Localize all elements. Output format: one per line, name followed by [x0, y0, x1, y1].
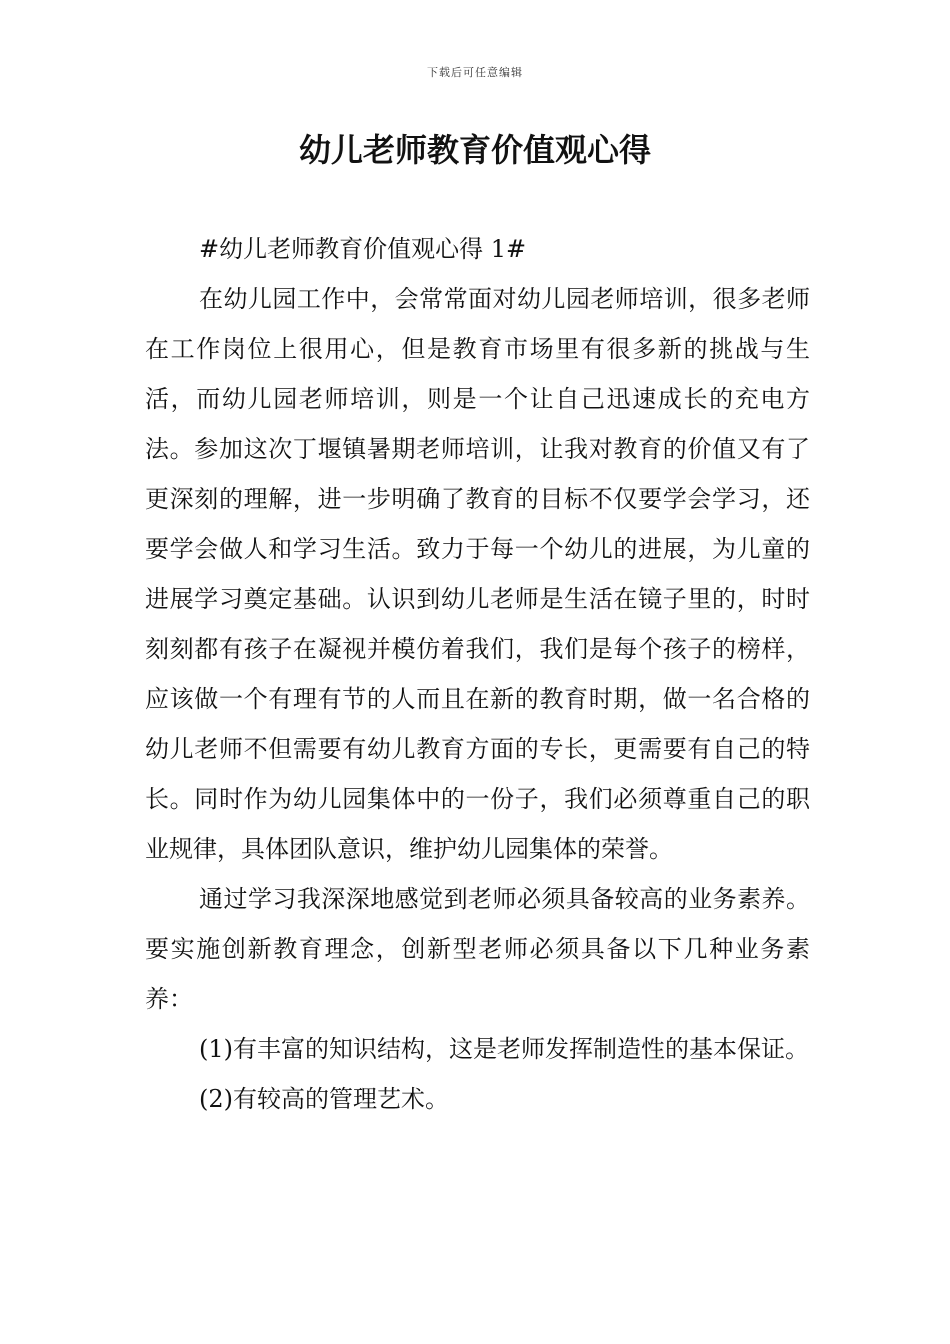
header-note: 下载后可任意编辑	[427, 66, 523, 79]
list-item-1: (1)有丰富的知识结构，这是老师发挥制造性的基本保证。	[199, 1035, 809, 1063]
list-item-2: (2)有较高的管理艺术。	[199, 1085, 449, 1113]
document-body	[145, 224, 810, 1124]
section-heading: #幼儿老师教育价值观心得 1#	[199, 235, 527, 263]
paragraph-2: 通过学习我深深地感觉到老师必须具备较高的业务素养。要实施创新教育理念，创新型老师必须具备以下几种业务素养：	[145, 885, 810, 1013]
paragraph-1: 在幼儿园工作中，会常常面对幼儿园老师培训，很多老师在工作岗位上很用心，但是教育市场里有很多新的挑战与生活，而幼儿园老师培训，则是一个让自己迅速成长的充电方法。参加这次丁堰镇暑期老师培训，让我对教育的价值又有了更深刻的理解，进一步明确了教育的目标不仅要学会学习，还要学会做人和学习生活。致力于每一个幼儿的进展，为儿童的进展学习奠定基础。认识到幼儿老师是生活在镜子里的，时时刻刻都有孩子在凝视并模仿着我们，我们是每个孩子的榜样，应该做一个有理有节的人而且在新的教育时期，做一名合格的幼儿老师不但需要有幼儿教育方面的专长，更需要有自己的特长。同时作为幼儿园集体中的一份子，我们必须尊重自己的职业规律，具体团队意识，维护幼儿园集体的荣誉。	[145, 285, 810, 863]
document-title: 幼儿老师教育价值观心得	[298, 131, 651, 169]
